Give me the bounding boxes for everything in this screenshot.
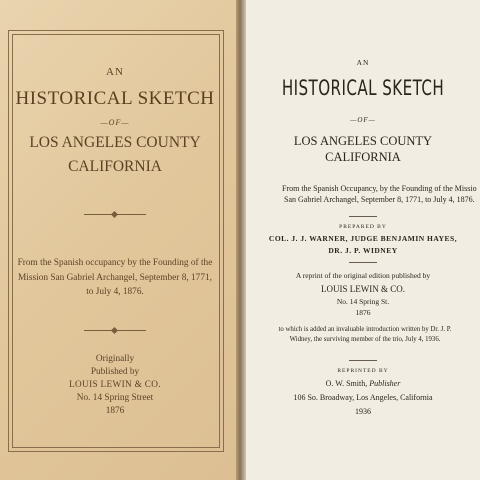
title-printer-role: Publisher bbox=[369, 379, 401, 388]
title-an: AN bbox=[356, 58, 370, 67]
cover-ornament-top bbox=[84, 212, 146, 218]
title-from-text bbox=[282, 183, 478, 205]
title-page bbox=[246, 0, 480, 480]
title-printer-name: O. W. Smith, bbox=[325, 379, 368, 388]
title-authors-line1: COL. J. J. WARNER, JUDGE BENJAMIN HAYES, bbox=[268, 234, 458, 243]
cover-ornament-bottom bbox=[84, 328, 146, 334]
title-reprinted-by: REPRINTED BY bbox=[337, 368, 389, 374]
title-intro-text: to which is added an invaluable introduction written by Dr. J. P. Widney, the surviving member of the trio, July 4, 1936. bbox=[278, 326, 452, 343]
cover-pub-line5: 1876 bbox=[105, 406, 125, 416]
title-address: 106 So. Broadway, Los Angeles, California bbox=[293, 393, 433, 402]
title-printer bbox=[246, 379, 480, 388]
title-year: 1936 bbox=[355, 407, 371, 416]
cover-an: AN bbox=[106, 66, 124, 78]
title-reprint-line2: LOUIS LEWIN & CO. bbox=[321, 284, 405, 294]
title-rule-3 bbox=[349, 360, 377, 361]
cover-from-text: From the Spanish occupancy by the Founding of the Mission San Gabriel Archangel, September 8, 1771, to July 4, 1876. bbox=[17, 258, 213, 297]
title-authors-line2: DR. J. P. WIDNEY bbox=[328, 246, 398, 255]
title-reprint-line1: A reprint of the original edition published by bbox=[295, 271, 431, 280]
cover-pub-line2: Published by bbox=[90, 367, 140, 377]
cover-pub-line1: Originally bbox=[95, 354, 135, 364]
title-line3: CALIFORNIA bbox=[325, 150, 401, 164]
title-from-line1: From the Spanish Occupancy, by the Founding of the Missio bbox=[282, 184, 477, 193]
cover-pub-line3: LOUIS LEWIN & CO. bbox=[69, 380, 161, 390]
title-line2: LOS ANGELES COUNTY bbox=[293, 134, 433, 148]
cover-of: —OF— bbox=[100, 118, 130, 127]
title-line1: HISTORICAL SKETCH bbox=[281, 76, 445, 100]
title-rule-2 bbox=[349, 262, 377, 263]
title-of: —OF— bbox=[350, 116, 376, 124]
cover-title-line1: HISTORICAL SKETCH bbox=[15, 88, 215, 109]
title-reprint-line4: 1876 bbox=[355, 308, 371, 317]
cover-title-line3: CALIFORNIA bbox=[68, 158, 162, 175]
title-from-line2: San Gabriel Archangel, September 8, 1771, to July 4, 1876. bbox=[284, 195, 475, 204]
title-rule-1 bbox=[349, 216, 377, 217]
title-reprint-line3: No. 14 Spring St. bbox=[336, 297, 390, 306]
cover-page bbox=[0, 0, 236, 480]
title-prepared-by: PREPARED BY bbox=[339, 224, 387, 230]
book-gutter bbox=[236, 0, 246, 480]
cover-pub-line4: No. 14 Spring Street bbox=[76, 393, 154, 403]
cover-title-line2: LOS ANGELES COUNTY bbox=[29, 134, 201, 151]
